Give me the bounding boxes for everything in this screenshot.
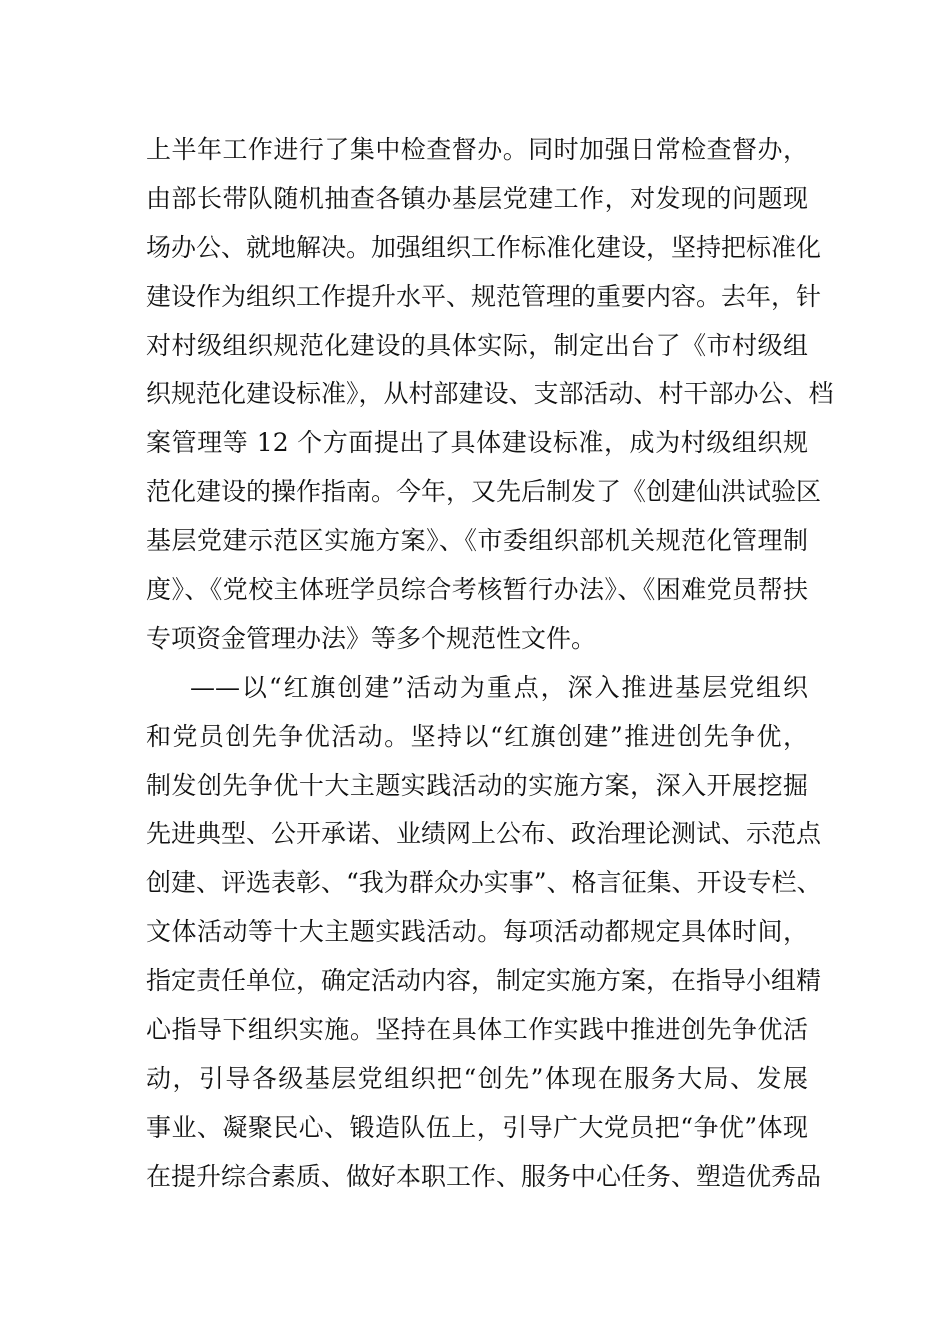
text-line: 专项资金管理办法》等多个规范性文件。 [146,623,597,653]
text-line: 指定责任单位，确定活动内容，制定实施方案，在指导小组精 [146,966,822,996]
text-line: 案管理等 12 个方面提出了具体建设标准，成为村级组织规 [146,428,808,458]
text-line: 制发创先争优十大主题实践活动的实施方案，深入开展挖掘 [146,770,808,800]
text-line: 上半年工作进行了集中检查督办。同时加强日常检查督办， [146,135,808,164]
document-body [146,126,834,1202]
text-line: 由部长带队随机抽查各镇办基层党建工作，对发现的问题现 [146,183,808,213]
text-line: 范化建设的操作指南。今年，又先后制发了《创建仙洪试验区 [146,477,822,507]
paragraph-2 [146,664,822,1202]
text-line: 度》、《党校主体班学员综合考核暂行办法》、《困难党员帮扶 [146,575,808,605]
text-line: 文体活动等十大主题实践活动。每项活动都规定具体时间， [146,917,808,947]
paragraph-1 [146,126,834,664]
text-line: 事业、凝聚民心、锻造队伍上，引导广大党员把“争优”体现 [146,1112,808,1142]
text-line: 场办公、就地解决。加强组织工作标准化建设，坚持把标准化 [146,232,822,262]
text-line: 动，引导各级基层党组织把“创先”体现在服务大局、发展 [146,1063,808,1093]
text-line: 先进典型、公开承诺、业绩网上公布、政治理论测试、示范点 [146,819,822,849]
text-line: 织规范化建设标准》，从村部建设、支部活动、村干部办公、档 [146,379,834,409]
text-line: 心指导下组织实施。坚持在具体工作实践中推进创先争优活 [146,1015,808,1045]
text-line: 基层党建示范区实施方案》、《市委组织部机关规范化管理制 [146,526,808,556]
text-line: ——以“红旗创建”活动为重点，深入推进基层党组织 [190,672,808,702]
text-line: 和党员创先争优活动。坚持以“红旗创建”推进创先争优， [146,721,808,751]
text-line: 创建、评选表彰、“我为群众办实事”、格言征集、开设专栏、 [146,868,822,898]
text-line: 对村级组织规范化建设的具体实际，制定出台了《市村级组 [146,330,808,360]
text-line: 建设作为组织工作提升水平、规范管理的重要内容。去年，针 [146,281,822,311]
text-line: 在提升综合素质、做好本职工作、服务中心任务、塑造优秀品 [146,1161,822,1191]
